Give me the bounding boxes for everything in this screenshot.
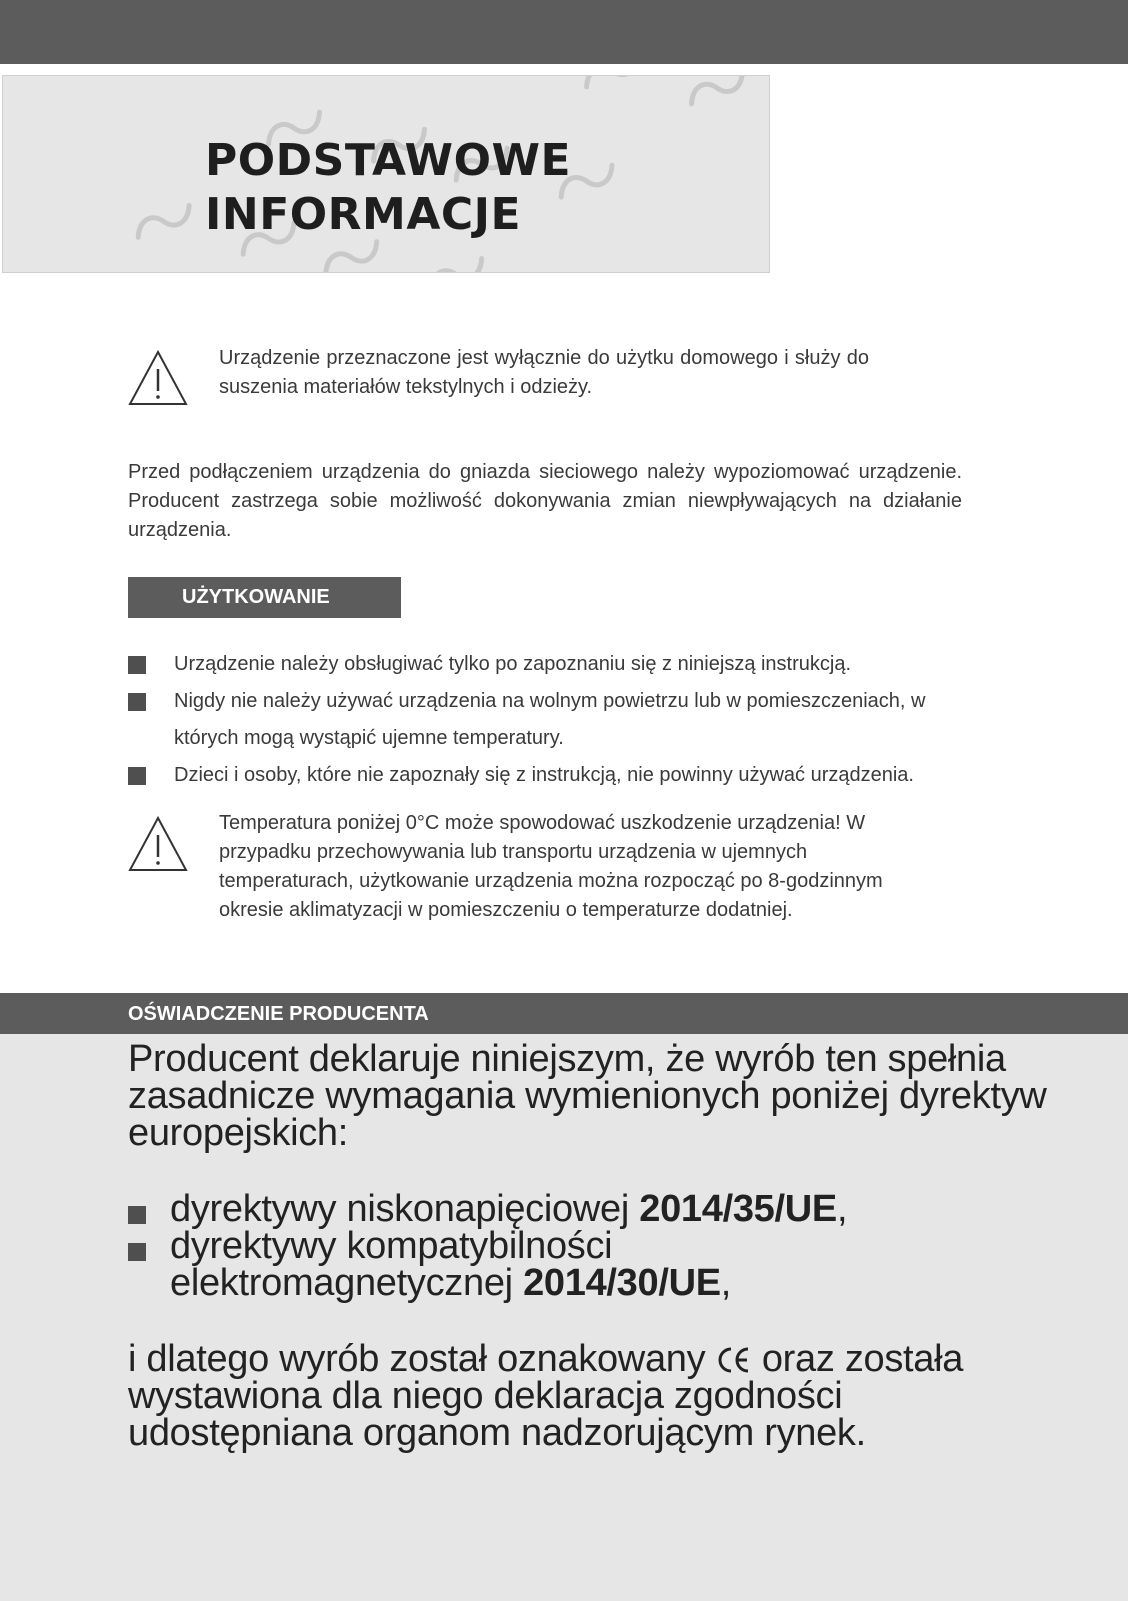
usage-list	[128, 646, 988, 794]
declaration-closing: i dlatego wyrób został oznakowany oraz została wystawiona dla niego deklaracja zgodności udostępniana organom nadzorującym rynek.	[128, 1338, 964, 1454]
warning-text-temperature: Temperatura poniżej 0°C może spowodować uszkodzenie urządzenia! W przypadku przechowywania lub transportu urządzenia w ujemnych temperaturach, użytkowanie urządzenia można rozpocząć po 8-godzinnym okresie aklimatyzacji w pomieszczeniu o temperaturze dodatniej.	[219, 812, 883, 921]
list-item: Urządzenie należy obsługiwać tylko po zapoznaniu się z niniejszą instrukcją.	[128, 646, 988, 683]
bullet-square-icon	[128, 656, 146, 674]
warning-text-domestic-use: Urządzenie przeznaczone jest wyłącznie do użytku domowego i służy do suszenia materiałów tekstylnych i odzieży.	[219, 347, 869, 398]
declaration-intro: Producent deklaruje niniejszym, że wyrób ten spełnia zasadnicze wymagania wymienionych poniżej dyrektyw europejskich:	[128, 1038, 1047, 1154]
top-bar	[0, 0, 1128, 64]
directives-list	[128, 1188, 1088, 1304]
directive-code: 2014/30/UE	[523, 1262, 721, 1304]
page-title	[205, 134, 571, 242]
warning-triangle-icon	[127, 815, 189, 873]
list-item: Dzieci i osoby, które nie zapoznały się z instrukcją, nie powinny używać urządzenia.	[128, 757, 988, 794]
warning-triangle-icon	[127, 349, 189, 407]
usage-heading: UŻYTKOWANIE	[128, 577, 401, 618]
declaration-heading: OŚWIADCZENIE PRODUCENTA	[0, 993, 1128, 1034]
list-item: dyrektywy kompatybilności elektromagnetycznej 2014/30/UE,	[128, 1228, 1088, 1302]
directive-code: 2014/35/UE	[639, 1188, 837, 1230]
bullet-square-icon	[128, 1243, 146, 1261]
ce-mark-icon	[716, 1346, 752, 1374]
intro-paragraph: Przed podłączeniem urządzenia do gniazda sieciowego należy wypoziomować urządzenie. Producent zastrzega sobie możliwość dokonywania zmian niewpływających na działanie urządzenia.	[128, 461, 962, 541]
page-title-line2: INFORMACJE	[205, 189, 522, 240]
page-title-line1: PODSTAWOWE	[205, 135, 572, 186]
bullet-square-icon	[128, 693, 146, 711]
list-item: dyrektywy niskonapięciowej 2014/35/UE,	[128, 1191, 1088, 1228]
bullet-square-icon	[128, 1206, 146, 1224]
list-item: Nigdy nie należy używać urządzenia na wolnym powietrzu lub w pomieszczeniach, w których mogą wystąpić ujemne temperatury.	[128, 683, 988, 757]
bullet-square-icon	[128, 767, 146, 785]
